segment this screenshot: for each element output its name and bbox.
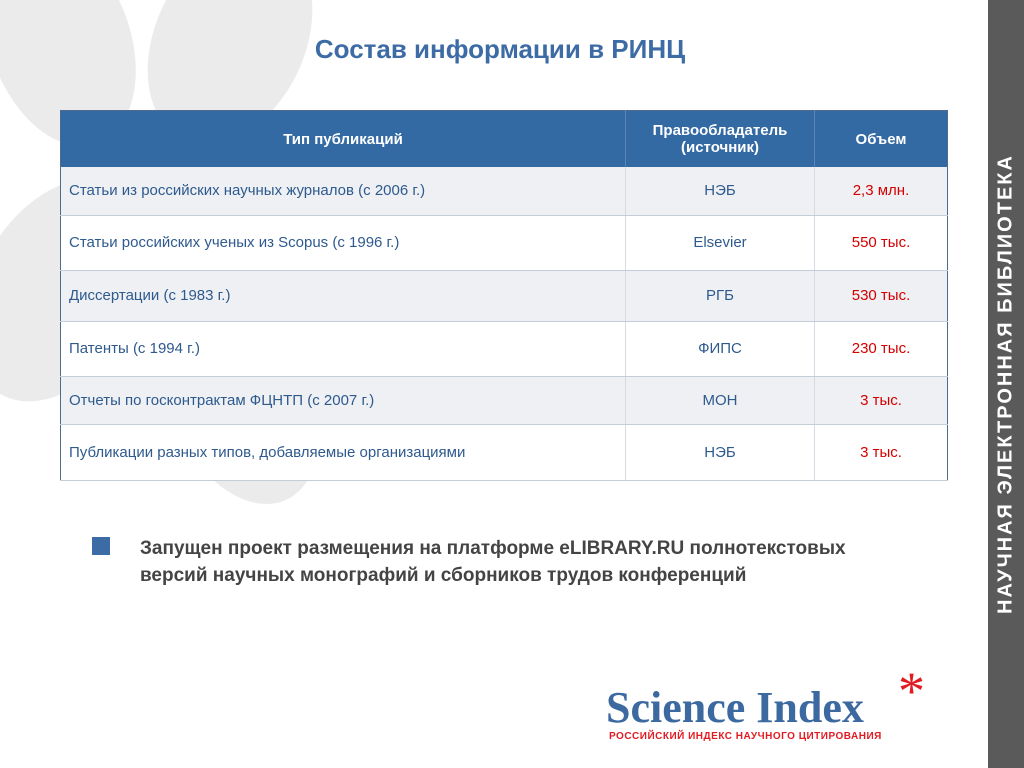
header-source: Правообладатель (источник) [626,111,815,168]
cell-source: РГБ [626,270,815,321]
bullet-square-icon [92,537,110,555]
cell-volume: 3 тыс. [815,424,948,480]
bullet-text: Запущен проект размещения на платформе eLIBRARY.RU полнотекстовых версий научных монографий и сборников трудов конференций [140,538,846,586]
cell-volume: 530 тыс. [815,270,948,321]
logo-asterisk-icon: * [898,661,925,721]
cell-publication-type: Статьи из российских научных журналов (с 2006 г.) [61,167,626,215]
cell-source: ФИПС [626,321,815,376]
side-banner-text: НАУЧНАЯ ЭЛЕКТРОННАЯ БИБЛИОТЕКА [994,154,1017,614]
table-row [61,424,948,480]
cell-volume: 2,3 млн. [815,167,948,215]
table-row [61,215,948,270]
cell-volume: 550 тыс. [815,215,948,270]
cell-publication-type: Патенты (с 1994 г.) [61,321,626,376]
cell-source: Elsevier [626,215,815,270]
header-publication-type: Тип публикаций [61,111,626,168]
cell-source: МОН [626,376,815,424]
cell-volume: 230 тыс. [815,321,948,376]
rinc-content-table [60,110,948,481]
cell-publication-type: Статьи российских ученых из Scopus (с 1996 г.) [61,215,626,270]
cell-publication-type: Публикации разных типов, добавляемые организациями [61,424,626,480]
cell-volume: 3 тыс. [815,376,948,424]
side-banner [988,0,1024,768]
table-row [61,376,948,424]
science-index-logo-title: Science Index [606,683,864,732]
table-row [61,167,948,215]
page-title: Состав информации в РИНЦ [314,34,686,64]
cell-source: НЭБ [626,167,815,215]
cell-publication-type: Отчеты по госконтрактам ФЦНТП (с 2007 г.) [61,376,626,424]
table-header-row [61,111,948,168]
science-index-logo-subtitle: РОССИЙСКИЙ ИНДЕКС НАУЧНОГО ЦИТИРОВАНИЯ [609,731,882,742]
table-row [61,321,948,376]
header-volume: Объем [815,111,948,168]
cell-source: НЭБ [626,424,815,480]
cell-publication-type: Диссертации (с 1983 г.) [61,270,626,321]
table-row [61,270,948,321]
